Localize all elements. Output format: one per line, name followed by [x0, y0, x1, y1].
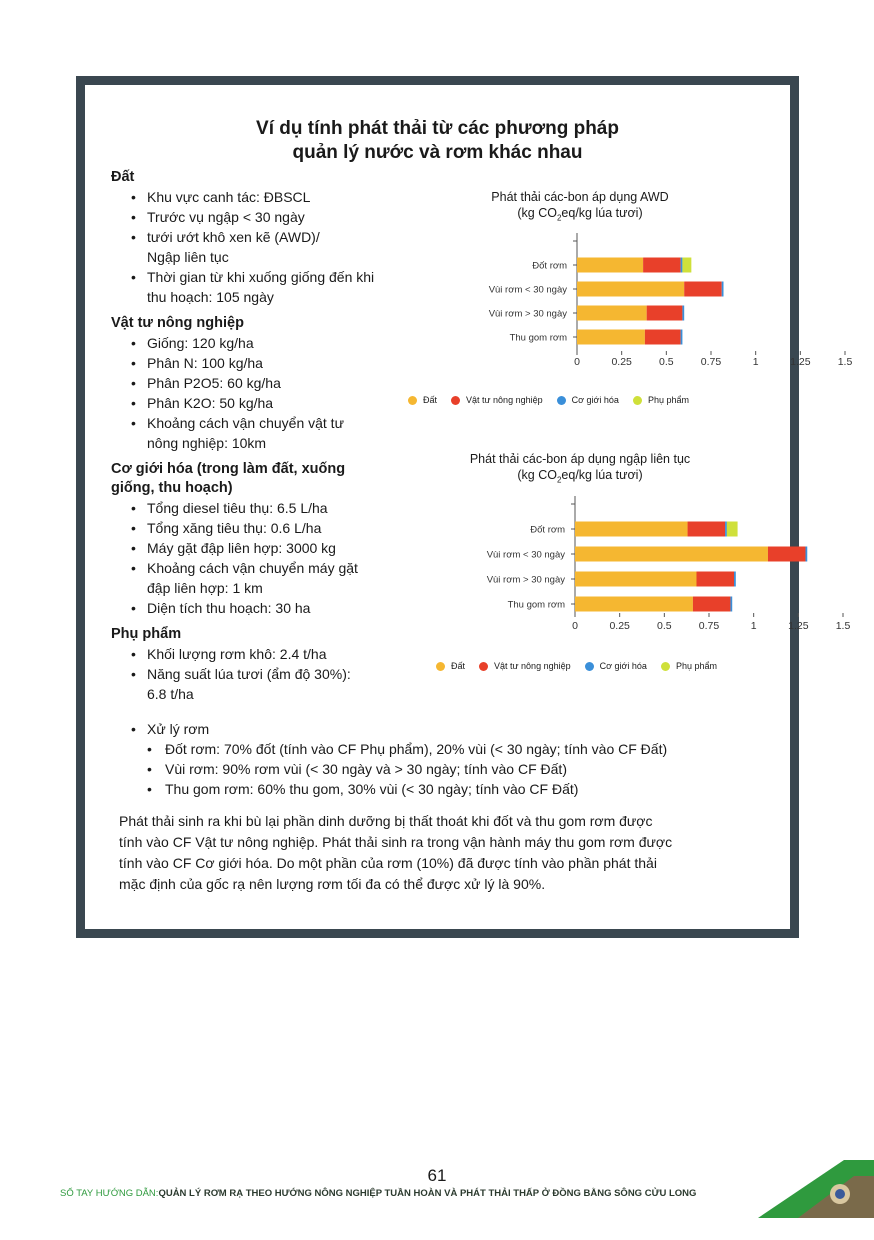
- legend-swatch: [661, 662, 670, 671]
- list-item-line: đập liên hợp: 1 km: [147, 580, 263, 596]
- box-title: [85, 117, 790, 165]
- bar-segment: [688, 522, 726, 537]
- bar-segment: [681, 330, 683, 345]
- section-heading-line: Cơ giới hóa (trong làm đất, xuống: [111, 461, 346, 477]
- bar-segment: [577, 282, 684, 297]
- list-item-line: • Diện tích thu hoạch: 30 ha: [147, 600, 311, 616]
- chart-awd-plot: [370, 181, 853, 411]
- list-item-line: • Thời gian từ khi xuống giống đến khi: [147, 269, 375, 285]
- section-heading-line: Phụ phẩm: [111, 626, 182, 642]
- list-item-line: • Khu vực canh tác: ĐBSCL: [147, 189, 311, 205]
- list-item-line: • Giống: 120 kg/ha: [147, 335, 254, 351]
- legend-item: [436, 661, 465, 671]
- chart-title-line-1: Phát thải các-bon áp dụng AWD: [491, 190, 669, 204]
- footer: [60, 1188, 696, 1199]
- list-item: [131, 498, 411, 518]
- bar-segment: [577, 306, 647, 321]
- list-item-line: nông nghiệp: 10km: [147, 435, 267, 451]
- x-tick-label: 1: [752, 356, 759, 368]
- list-item-line: • Máy gặt đập liên hợp: 3000 kg: [147, 540, 336, 556]
- category-label: Đốt rơm: [532, 260, 567, 272]
- legend-label: Cơ giới hóa: [599, 661, 647, 671]
- list-item-line: • Phân K2O: 50 kg/ha: [147, 395, 274, 411]
- legend-label: Vật tư nông nghiệp: [466, 395, 543, 405]
- list-item: [131, 413, 411, 453]
- category-label: Vùi rơm > 30 ngày: [486, 574, 565, 586]
- section-heading-line: Vật tư nông nghiệp: [111, 315, 244, 331]
- bar-segment: [575, 597, 693, 612]
- legend-label: Phụ phẩm: [675, 661, 717, 671]
- section-heading: [111, 625, 411, 644]
- x-tick-label: 0: [574, 356, 580, 368]
- bar-segment: [681, 258, 683, 273]
- legend-label: Phụ phẩm: [647, 395, 689, 405]
- bar-segment: [734, 572, 736, 587]
- list-item: [131, 227, 411, 267]
- bar-segment: [696, 572, 734, 587]
- list-item-line: • Phân N: 100 kg/ha: [147, 355, 263, 371]
- bar-segment: [768, 547, 806, 562]
- section-heading: [111, 314, 411, 333]
- straw-list: [131, 719, 781, 739]
- bar-segment: [682, 258, 691, 273]
- straw-sub-item: • Thu gom rơm: 60% thu gom, 30% vùi (< 30 ngày; tính vào CF Đất): [147, 779, 781, 799]
- list-item-line: Ngập liên tục: [147, 249, 229, 265]
- legend-swatch: [633, 396, 642, 405]
- category-label: Vùi rơm < 30 ngày: [486, 549, 565, 561]
- example-box: [76, 76, 853, 938]
- chart-title-line-2: (kg $CO_2eq/kg$ lúa tươi): [517, 468, 643, 485]
- bar-segment: [805, 547, 807, 562]
- bar-segment: [693, 597, 731, 612]
- legend-label: Vật tư nông nghiệp: [494, 661, 571, 671]
- x-tick-label: 0.75: [700, 356, 722, 368]
- chart-flooding-plot: [370, 441, 851, 681]
- footer-prefix: SỔ TAY HƯỚNG DẪN:: [60, 1188, 159, 1199]
- footer-title: QUẢN LÝ RƠM RẠ THEO HƯỚNG NÔNG NGHIỆP TUẦN HOÀN VÀ PHÁT THẢI THẤP Ở ĐỒNG BẰNG SÔNG CỬU LONG: [158, 1188, 697, 1199]
- paragraph-line: tính vào CF Vật tư nông nghiệp. Phát thải sinh ra trong vận hành máy thu gom rơm được: [119, 834, 673, 850]
- category-label: Thu gom rơm: [507, 599, 565, 611]
- legend-item: [585, 661, 647, 671]
- bar-segment: [647, 306, 683, 321]
- list-item-line: • Khoảng cách vận chuyển máy gặt: [147, 560, 358, 576]
- legend-label: Đất: [451, 661, 466, 671]
- list-item: [131, 333, 411, 353]
- straw-item: • Xử lý rơm: [131, 719, 781, 739]
- section-heading: [111, 168, 411, 187]
- straw-sub-item: • Đốt rơm: 70% đốt (tính vào CF Phụ phẩm), 20% vùi (< 30 ngày; tính vào CF Đất): [147, 739, 781, 759]
- input-parameters: [111, 168, 411, 704]
- section-list: [131, 498, 411, 618]
- x-tick-label: 0.5: [659, 356, 674, 368]
- chart-title-line-1: Phát thải các-bon áp dụng ngập liên tục: [469, 452, 691, 466]
- list-item-line: • Phân P2O5: 60 kg/ha: [147, 375, 281, 391]
- x-tick-label: 0.75: [698, 620, 720, 632]
- list-item: [131, 373, 411, 393]
- list-item: [131, 664, 411, 704]
- paragraph-line: tính vào CF Cơ giới hóa. Do một phần của rơm (10%) đã được tính vào phần phát thải: [119, 855, 657, 871]
- x-tick-label: 1: [750, 620, 757, 632]
- x-tick-label: 0.25: [611, 356, 632, 368]
- list-item: [131, 644, 411, 664]
- chart-flooding-legend: [436, 661, 717, 671]
- bar-segment: [727, 522, 738, 537]
- legend-item: [661, 661, 717, 671]
- list-item-line: • Tổng diesel tiêu thụ: 6.5 L/ha: [147, 500, 328, 516]
- list-item-line: • tưới ướt khô xen kẽ (AWD)/: [147, 229, 320, 245]
- list-item: [131, 207, 411, 227]
- chart-title-line-2: (kg $CO_2eq/kg$ lúa tươi): [517, 206, 643, 223]
- straw-sublist: [147, 739, 781, 799]
- section-heading-line: Đất: [111, 169, 135, 185]
- legend-item: [633, 395, 689, 405]
- bar-segment: [575, 572, 696, 587]
- bar-segment: [722, 282, 724, 297]
- category-label: Thu gom rơm: [509, 332, 567, 344]
- legend-item: [479, 661, 571, 671]
- legend-swatch: [557, 396, 566, 405]
- title-line-2: quản lý nước và rơm khác nhau: [292, 142, 583, 163]
- list-item: [131, 393, 411, 413]
- bar-segment: [575, 547, 768, 562]
- list-item: [131, 558, 411, 598]
- bar-segment: [643, 258, 681, 273]
- legend-swatch: [436, 662, 445, 671]
- x-tick-label: 0: [572, 620, 578, 632]
- list-item-line: • Trước vụ ngập < 30 ngày: [147, 209, 305, 225]
- section-list: [131, 187, 411, 307]
- x-tick-label: 1.25: [788, 620, 809, 632]
- legend-item: [408, 395, 437, 405]
- straw-sub-item: • Vùi rơm: 90% rơm vùi (< 30 ngày và > 30 ngày; tính vào CF Đất): [147, 759, 781, 779]
- legend-swatch: [479, 662, 488, 671]
- chart-awd: [370, 181, 853, 411]
- paragraph-line: Phát thải sinh ra khi bù lại phần dinh dưỡng bị thất thoát khi đốt và thu gom rơm được: [119, 813, 653, 829]
- legend-label: Cơ giới hóa: [571, 395, 619, 405]
- category-label: Đốt rơm: [530, 524, 565, 536]
- x-tick-label: 1.5: [837, 356, 853, 368]
- bar-segment: [577, 258, 643, 273]
- list-item: [131, 267, 411, 307]
- legend-swatch: [585, 662, 594, 671]
- legend-swatch: [408, 396, 417, 405]
- x-tick-label: 1.25: [790, 356, 811, 368]
- bar-segment: [645, 330, 681, 345]
- list-item-line: thu hoạch: 105 ngày: [147, 289, 274, 305]
- list-item-line: • Tổng xăng tiêu thụ: 0.6 L/ha: [147, 520, 322, 536]
- list-item: [131, 598, 411, 618]
- category-label: Vùi rơm < 30 ngày: [488, 284, 567, 296]
- chart-continuous-flooding: [370, 441, 851, 681]
- bar-segment: [575, 522, 688, 537]
- bar-segment: [684, 282, 722, 297]
- straw-treatment-block: [111, 719, 781, 895]
- category-label: Vùi rơm > 30 ngày: [488, 308, 567, 320]
- list-item-line: • Khoảng cách vận chuyển vật tư: [147, 415, 344, 431]
- list-item: [131, 518, 411, 538]
- corner-logo-image: [758, 1160, 874, 1220]
- list-item-line: 6.8 t/ha: [147, 686, 194, 702]
- section-heading: [111, 460, 411, 498]
- title-line-1: Ví dụ tính phát thải từ các phương pháp: [256, 118, 619, 139]
- legend-item: [451, 395, 543, 405]
- list-item: [131, 187, 411, 207]
- note-paragraph: [111, 811, 781, 895]
- section-list: [131, 333, 411, 453]
- legend-swatch: [451, 396, 460, 405]
- chart-awd-legend: [408, 395, 689, 405]
- bar-segment: [730, 597, 732, 612]
- legend-label: Đất: [423, 395, 438, 405]
- section-list: [131, 644, 411, 704]
- legend-item: [557, 395, 619, 405]
- list-item-line: • Khối lượng rơm khô: 2.4 t/ha: [147, 646, 327, 662]
- page-number: 61: [427, 1166, 447, 1185]
- bar-segment: [682, 306, 684, 321]
- x-tick-label: 0.25: [609, 620, 630, 632]
- bar-segment: [577, 330, 645, 345]
- list-item: [131, 353, 411, 373]
- paragraph-line: mặc định của gốc rạ nên lượng rơm tối đa có thể được xử lý là 90%.: [119, 876, 546, 892]
- list-item-line: • Năng suất lúa tươi (ẩm độ 30%):: [147, 666, 351, 682]
- x-tick-label: 0.5: [657, 620, 672, 632]
- section-heading-line: giống, thu hoạch): [111, 480, 233, 496]
- x-tick-label: 1.5: [835, 620, 851, 632]
- list-item: [131, 538, 411, 558]
- bar-segment: [725, 522, 727, 537]
